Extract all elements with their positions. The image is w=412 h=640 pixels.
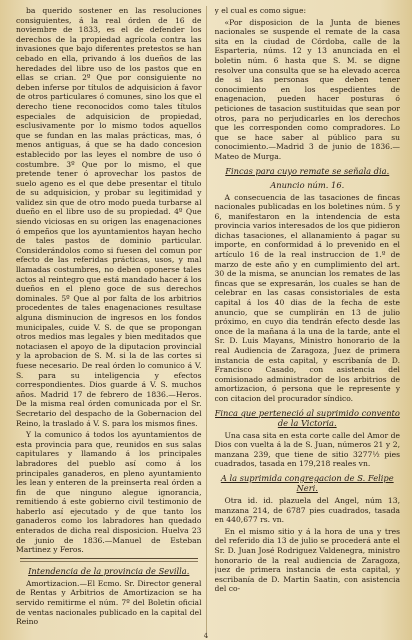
paragraph: «Por disposicion de la Junta de bienes nacionales se suspende el remate de la casa sita en la ciudad de Córdoba, calle de la Esparteria, núms. 12 y 13 anunciada en el boletin núm. 6 hasta que S. M. se digne resolver una consulta que se ha elevado acerca de si las personas que deben tener conocimiento en los espedientes de enagenacion, pueden hacer posturas ó peticiones de tasacion sustituidas que sean por otros, para no perjudicarles en los derechos que les corresponden como compradores. Lo que se hace saber al público para su conocimiento.—Madrid 3 de junio de 1836.—Mateo de Murga. bbox=[214, 17, 400, 161]
section-heading: Fincas para cuyo remate se señala dia. bbox=[225, 165, 390, 176]
paragraph: ba querido sostener en las resoluciones consiguientes, á la real órden de 16 de noviembre de 1833, es el de defender los derechos de la propiedad agrícola contra las invasiones que bajo diferentes pretestos se han cebado en ella, privando á los dueños de las heredades del libre uso de los pastos que en ellas se crian. 2º Que por consiguiente no deben inferse por títulos de adquisicion á favor de otros particulares ó comunes, sino los que el derecho tiene reconocidos como tales títulos especiales de adquisicion de propiedad, esclusivamente por lo mismo todos aquellos que se fundan en las malas prácticas, mas, ó menos antiguas, á que se ha dado concesion establecido por las leyes el nombre de uso ó costumbre. 3º Que por lo mismo, el que pretende tener ó aprovechar los pastos de suelo ageno es el que debe presentar el título de su adquisicion, y probar su legitimidad y validez sin que de otro modo pueda turbarse al dueño en el libre uso de su propiedad. 4º Que siendo viciosas en su origen las enagenaciones ó empeños que los ayuntamientos hayan hecho de tales pastos de dominio particular. Considerándolos como si fuesen del comun por efecto de las referidas prácticas, usos, y mal llamadas costumbres, no deben oponerse tales actos al reintegro que está mandado hacer á los dueños en el pleno goce de sus derechos dominales. 5º Que al por falta de los arbitrios procedentes de tales enagenaciones resultase alguna disminucion de ingresos en los fondos municipales, cuide V. S. de que se propongan otros medios mas legales y bien meditados que notaciasen el apoyo de la diputacion provincial y la aprobacion de S. M. si la de las cortes si fuese necesario. De real órden lo comunico á V. S. para su inteligencia y efectos correspondientes. Dios guarde á V. S. muchos años. Madrid 17 de febrero de 1836.—Heros. De la misma real órden comunicada por el Sr. Secretario del despacho de la Gobernacion del Reino, la traslado á V. S. para los mismos fines. bbox=[16, 6, 202, 428]
left-column bbox=[16, 6, 207, 632]
two-column-layout bbox=[16, 6, 400, 632]
paragraph: Amortizacion.—El Ecmo. Sr. Director general de Rentas y Arbitrios de Amortizacion se ha servido remitirme el núm. 7º del Boletin oficial de ventas nacionales publicado en la capital del Reino bbox=[16, 578, 202, 627]
section-heading: A la suprimida congregacion de S. Felipe Neri. bbox=[220, 472, 394, 493]
paragraph: y el cual es como sigue: bbox=[214, 6, 306, 15]
section-heading: Finca que perteneció al suprimido convento de la Victoria. bbox=[214, 407, 400, 428]
page-number: 4 bbox=[203, 632, 209, 640]
right-column bbox=[215, 6, 401, 632]
paragraph: Una casa sita en esta corte calle del Amor de Dios con vuelta á la de S. Juan, números 21 y 2, manzana 239, que tiene de sitio 3277½ pies cuadrados, tasada en 179,218 reales vn. bbox=[214, 430, 400, 469]
paragraph: A consecuencia de las tasaciones de fincas nacionales publicadas en los boletines núm. 5 y 6, manifestaron en la intendencia de esta provincia varios interesados de los que pidieron dichas tasaciones, el allanamiento á pagar su importe, en conformidad á lo prevenido en el artículo 16 de la real instruccion de 1.º de marzo de este año y en cumplimiento del art. 30 de la misma, se anuncian los remates de las fincas que se expresarán, los cuales se han de celebrar en las casas consistoriales de esta capital á los 40 dias de la fecha de este anuncio, que se cumplirán en 13 de julio próximo, en cuyo dia tendrán efecto desde las once de la mañana á la una de la tarde, ante el Sr. D. Luis Mayans, Ministro honorario de la real Audiencia de Zaragoza, Juez de primera instancia de esta capital, y escribanía de D. Francisco Casado, con asistencia del comisionado administrador de los arbitrios de amortizacion, ó persona que le represente y con citacion del procurador síndico. bbox=[214, 192, 400, 403]
paragraph: En el mismo sitio y á la hora de una y tres del referido dia 13 de julio se procederá ante el Sr. D. Juan José Rodriguez Valdenegra, ministro honorario de la real audiencia de Zaragoza, juez de primera instancia de esta capital, y escribanía de D. Martin Saatin, con asistencia del co- bbox=[214, 526, 400, 594]
paragraph: Y la comunico á todos los ayuntamientos de esta provincia para que, reunidos en sus salas capitulares y llamando á los principales labradores del pueblo así como á los principales ganaderos, en pleno ayuntamiento les lean y enteren de la preinserta real órden a fin de que ninguno alegue ignorancia, remitiendo á este gobierno civil testimonio de haberlo así ejecutado y de que tanto los ganaderos como los labradores han quedado enterados de dicha real disposicion. Huelva 23 de junio de 1836.—Manuel de Esteban Martinez y Feros. bbox=[16, 430, 202, 555]
section-heading: Intendencia de la provincia de Sevilla. bbox=[28, 565, 190, 576]
section-rule bbox=[20, 558, 198, 562]
announcement-number: Anuncio núm. 16. bbox=[270, 179, 345, 190]
paragraph: Otra id. id. plazuela del Angel, núm 13, manzana 214, de 6787 pies cuadrados, tasada en 440,677 rs. vn. bbox=[214, 495, 400, 525]
